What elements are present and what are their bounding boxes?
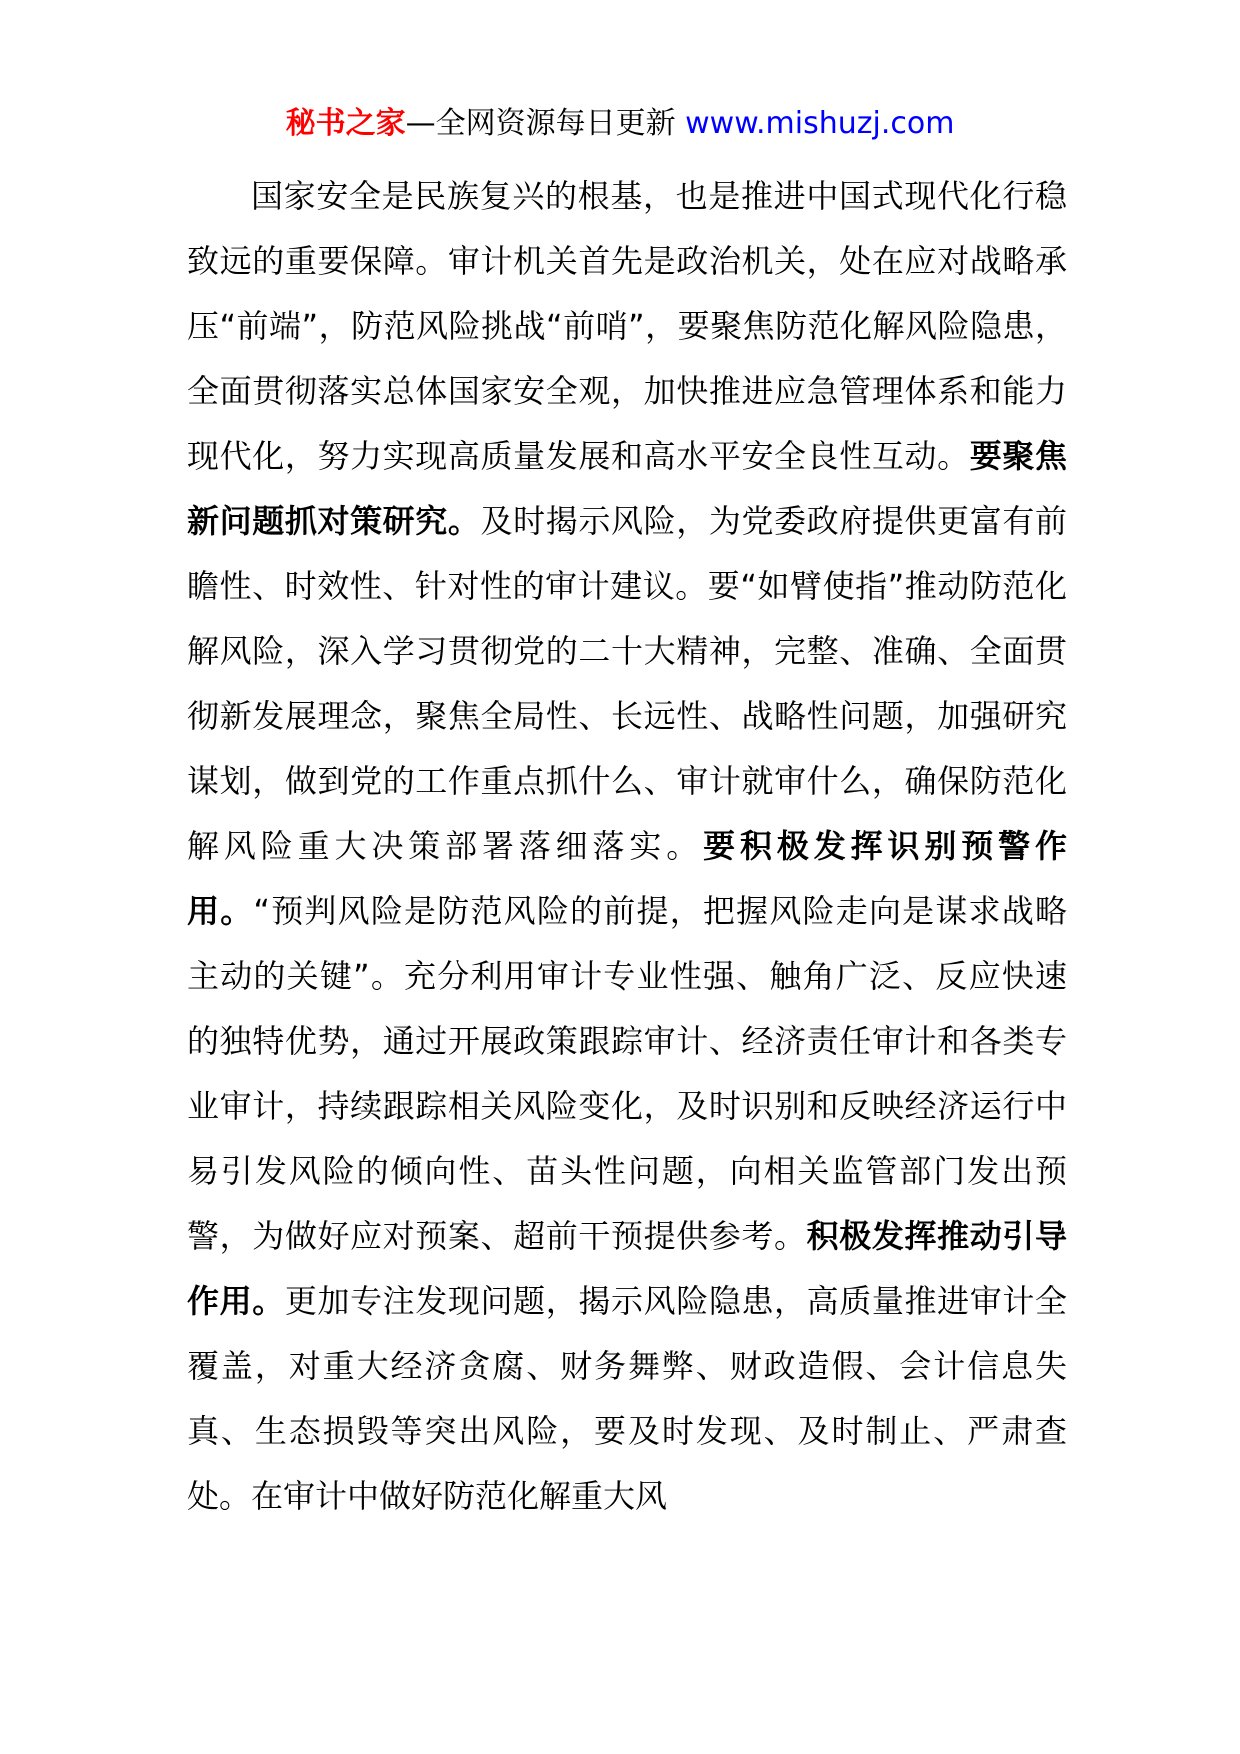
document-body bbox=[187, 164, 1067, 1529]
brand-name: 秘书之家 bbox=[285, 106, 406, 141]
emphasis-heading: 积极发挥推动引导作用。 bbox=[187, 1217, 1067, 1320]
header-slogan: —全网资源每日更新 bbox=[405, 106, 686, 141]
emphasis-heading: 要聚焦新问题抓对策研究。 bbox=[187, 437, 1067, 540]
body-paragraph bbox=[187, 164, 1067, 1529]
text-segment: 及时揭示风险，为党委政府提供更富有前瞻性、时效性、针对性的审计建议。要“如臂使指”推动防范化解风险，深入学习贯彻党的二十大精神，完整、准确、全面贯彻新发展理念，聚焦全局性、长远性、战略性问题，加强研究谋划，做到党的工作重点抓什么、审计就审什么，确保防范化解风险重大决策部署落细落实。 bbox=[187, 502, 1067, 865]
emphasis-heading: 要积极发挥识别预警作用。 bbox=[187, 827, 1067, 930]
site-url-link[interactable]: www.mishuzj.com bbox=[685, 106, 955, 141]
page-header bbox=[0, 102, 1240, 146]
text-segment: 国家安全是民族复兴的根基，也是推进中国式现代化行稳致远的重要保障。审计机关首先是政治机关，处在应对战略承压“前端”，防范风险挑战“前哨”，要聚焦防范化解风险隐患，全面贯彻落实总体国家安全观，加快推进应急管理体系和能力现代化，努力实现高质量发展和高水平安全良性互动。 bbox=[187, 177, 1067, 475]
text-segment: “预判风险是防范风险的前提，把握风险走向是谋求战略主动的关键”。充分利用审计专业性强、触角广泛、反应快速的独特优势，通过开展政策跟踪审计、经济责任审计和各类专业审计，持续跟踪相关风险变化，及时识别和反映经济运行中易引发风险的倾向性、苗头性问题，向相关监管部门发出预警，为做好应对预案、超前干预提供参考。 bbox=[187, 892, 1067, 1255]
text-segment: 更加专注发现问题，揭示风险隐患，高质量推进审计全覆盖，对重大经济贪腐、财务舞弊、财政造假、会计信息失真、生态损毁等突出风险，要及时发现、及时制止、严肃查处。在审计中做好防范化解重大风 bbox=[187, 1282, 1067, 1515]
